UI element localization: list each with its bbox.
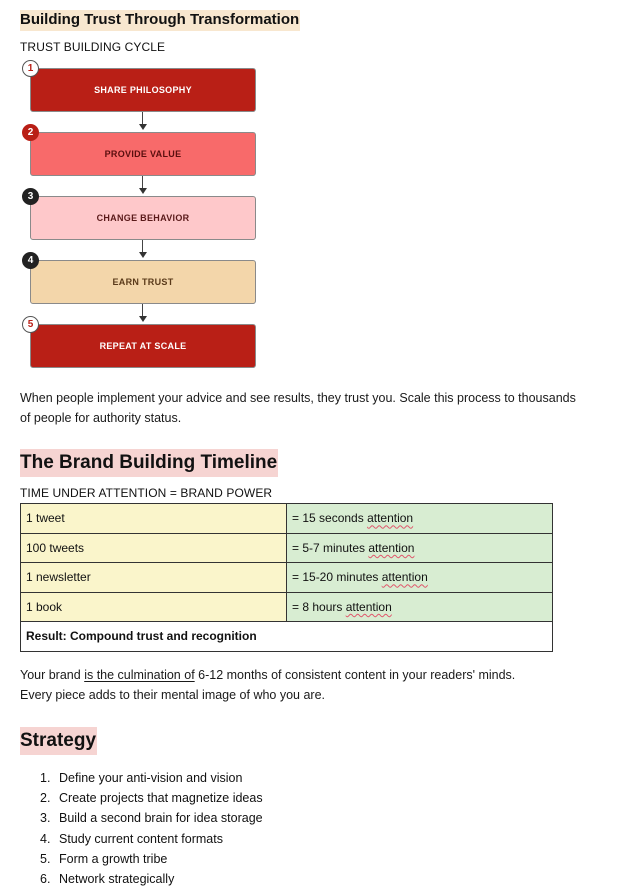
value-word: attention [368,540,415,555]
step-label: EARN TRUST [112,277,174,287]
cycle-step-provide-value [30,132,256,176]
timeline-label: TIME UNDER ATTENTION = BRAND POWER [20,486,273,500]
strategy-list [40,768,263,886]
value-text: = 15 seconds [292,511,368,526]
table-cell-item: 1 tweet [21,504,287,534]
connector-1-2 [142,112,143,124]
list-number: 5. [40,851,51,866]
table-cell-item: 1 newsletter [21,563,287,593]
list-text: Network strategically [59,872,175,886]
step-label: REPEAT AT SCALE [99,341,187,351]
table-cell-value [287,533,553,563]
cycle-step-share-philosophy [30,68,256,112]
table-row [21,504,553,534]
arrow-1-2-icon [139,124,147,130]
trust-paragraph: When people implement your advice and see results, they trust you. Scale this process to thousands of people for authority status. [20,391,576,425]
step-number-badge: 2 [22,124,39,141]
value-text: = 15-20 minutes [292,570,382,585]
section-title-trust: Building Trust Through Transformation [20,10,300,31]
arrow-2-3-icon [139,188,147,194]
cycle-step-earn-trust [30,260,256,304]
cycle-step-change-behavior [30,196,256,240]
table-cell-item: 100 tweets [21,533,287,563]
list-text: Form a growth tribe [59,851,168,866]
value-word: attention [345,599,392,614]
table-cell-result: Result: Compound trust and recognition [21,622,553,652]
list-text: Define your anti-vision and vision [59,771,243,785]
section-title-timeline: The Brand Building Timeline [20,449,278,477]
step-number-badge: 5 [22,316,39,333]
list-text: Study current content formats [59,831,223,846]
list-number: 4. [40,831,51,846]
table-row-result [21,622,553,652]
timeline-table [20,503,553,652]
timeline-paragraph [20,665,580,705]
table-cell-value [287,504,553,534]
list-number: 3. [40,811,51,826]
step-number-badge: 4 [22,252,39,269]
para-text: Every piece adds to their mental image of who you are. [20,688,326,702]
table-cell-value [287,592,553,622]
para-underlined: is the culmination of [84,668,195,682]
list-item [40,768,263,788]
value-text: = 8 hours [292,599,346,614]
list-text: Build a second brain for idea storage [59,811,263,826]
cycle-step-repeat-at-scale [30,324,256,368]
table-row [21,563,553,593]
table-row [21,533,553,563]
step-label: PROVIDE VALUE [104,149,182,159]
cycle-label: TRUST BUILDING CYCLE [20,40,166,54]
connector-2-3 [142,176,143,188]
section-title-strategy: Strategy [20,727,97,755]
table-row [21,592,553,622]
trust-cycle-diagram [22,60,262,372]
table-cell-value [287,563,553,593]
list-text: Create projects that magnetize ideas [59,791,263,806]
list-item [40,829,263,849]
step-label: SHARE PHILOSOPHY [94,85,192,95]
list-item [40,808,263,828]
list-item [40,788,263,808]
step-label: CHANGE BEHAVIOR [96,213,190,223]
para-text: Your brand [20,668,85,682]
list-number: 6. [40,872,51,886]
value-word: attention [381,570,428,585]
step-number-badge: 1 [22,60,39,77]
connector-3-4 [142,240,143,252]
list-item [40,849,263,869]
list-item [40,869,263,886]
step-number-badge: 3 [22,188,39,205]
table-cell-item: 1 book [21,592,287,622]
connector-4-5 [142,304,143,316]
para-text: 6-12 months of consistent content in your readers' minds. [194,668,516,682]
arrow-3-4-icon [139,252,147,258]
value-word: attention [367,511,414,526]
list-number: 2. [40,791,51,806]
arrow-4-5-icon [139,316,147,322]
value-text: = 5-7 minutes [292,540,369,555]
list-number: 1. [40,771,51,785]
